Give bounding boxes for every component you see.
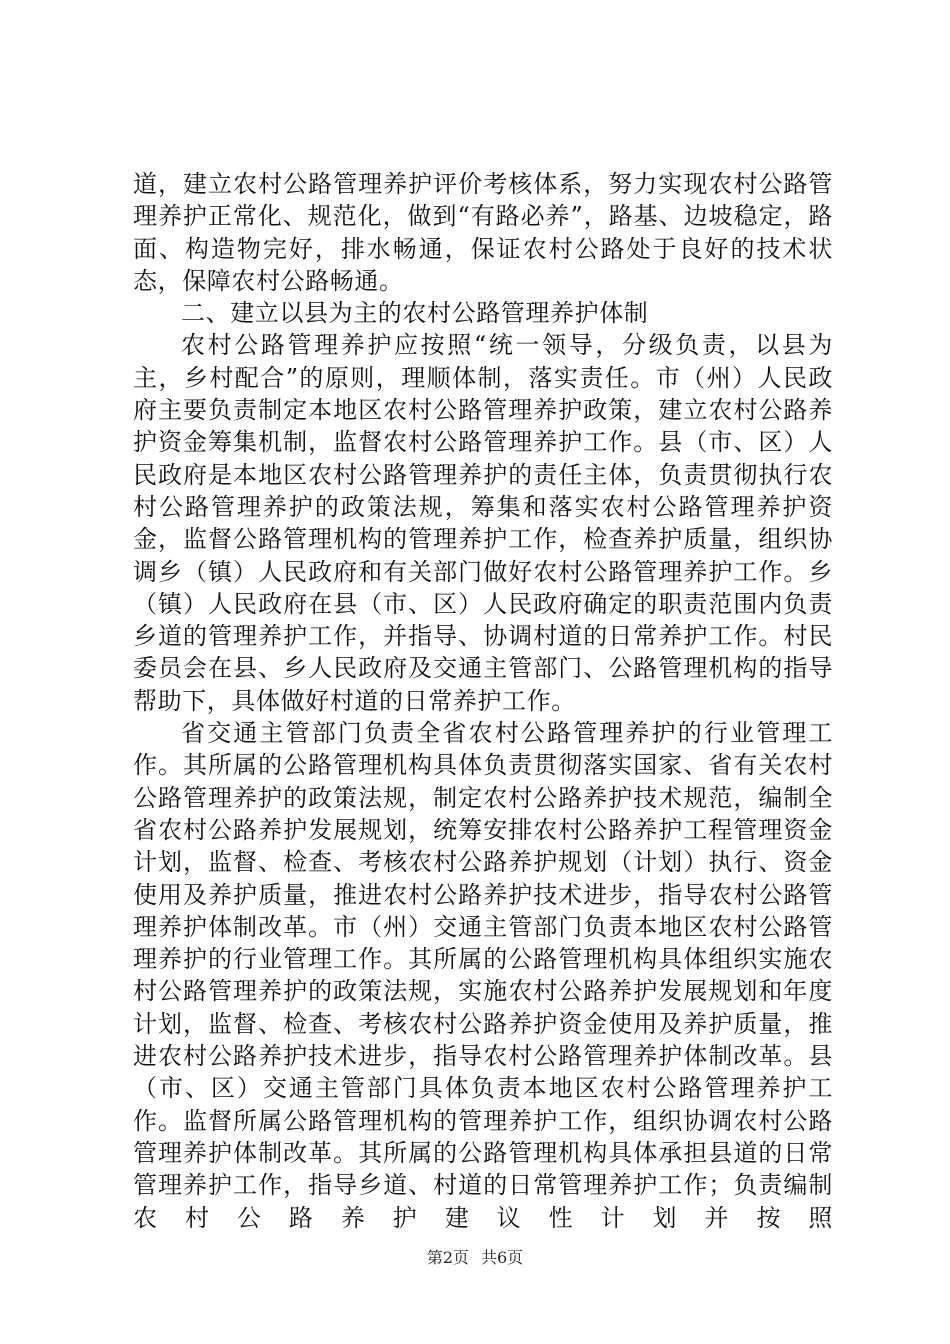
section-heading: 二、建立以县为主的农村公路管理养护体制 [181,299,649,328]
page-total: 共6页 [481,1248,524,1267]
paragraph-provincial-duties: 省交通主管部门负责全省农村公路管理养护的行业管理工作。其所属的公路管理机构具体负责贯彻落实国家、省有关农村公路管理养护的政策法规，制定农村公路养护技术规范，编制全省农村公路养护发展规划，统筹安排农村公路养护工程管理资金计划，监督、检查、考核农村公路养护规划（计划）执行、资金使用及养护质量，推进农村公路养护技术进步，指导农村公路管理养护体制改革。市（州）交通主管部门负责本地区农村公路管理养护的行业管理工作。其所属的公路管理机构具体组织实施农村公路管理养护的政策法规，实施农村公路养护发展规划和年度计划，监督、检查、考核农村公路养护资金使用及养护质量，推进农村公路养护技术进步，指导农村公路管理养护体制改革。县（市、区）交通主管部门具体负责本地区农村公路管理养护工作。监督所属公路管理机构的管理养护工作，组织协调农村公路管理养护体制改革。其所属的公路管理机构具体承担县道的日常管理养护工作，指导乡道、村道的日常管理养护工作；负责编制农村公路养护建议性计划并按照 [133,719,833,1232]
page-footer [0,1245,950,1268]
page-number: 第2页 [426,1248,469,1267]
document-body [133,168,833,1234]
paragraph-continuation: 道，建立农村公路管理养护评价考核体系，努力实现农村公路管理养护正常化、规范化，做到“有路必养”，路基、边坡稳定，路面、构造物完好，排水畅通，保证农村公路处于良好的技术状态，保障农村公路畅通。 [133,170,833,295]
paragraph-county-system: 农村公路管理养护应按照“统一领导，分级负责，以县为主，乡村配合”的原则，理顺体制，落实责任。市（州）人民政府主要负责制定本地区农村公路管理养护政策，建立农村公路养护资金筹集机制，监督农村公路管理养护工作。县（市、区）人民政府是本地区农村公路管理养护的责任主体，负责贯彻执行农村公路管理养护的政策法规，筹集和落实农村公路管理养护资金，监督公路管理机构的管理养护工作，检查养护质量，组织协调乡（镇）人民政府和有关部门做好农村公路管理养护工作。乡（镇）人民政府在县（市、区）人民政府确定的职责范围内负责乡道的管理养护工作，并指导、协调村道的日常养护工作。村民委员会在县、乡人民政府及交通主管部门、公路管理机构的指导帮助下，具体做好村道的日常养护工作。 [133,331,833,715]
